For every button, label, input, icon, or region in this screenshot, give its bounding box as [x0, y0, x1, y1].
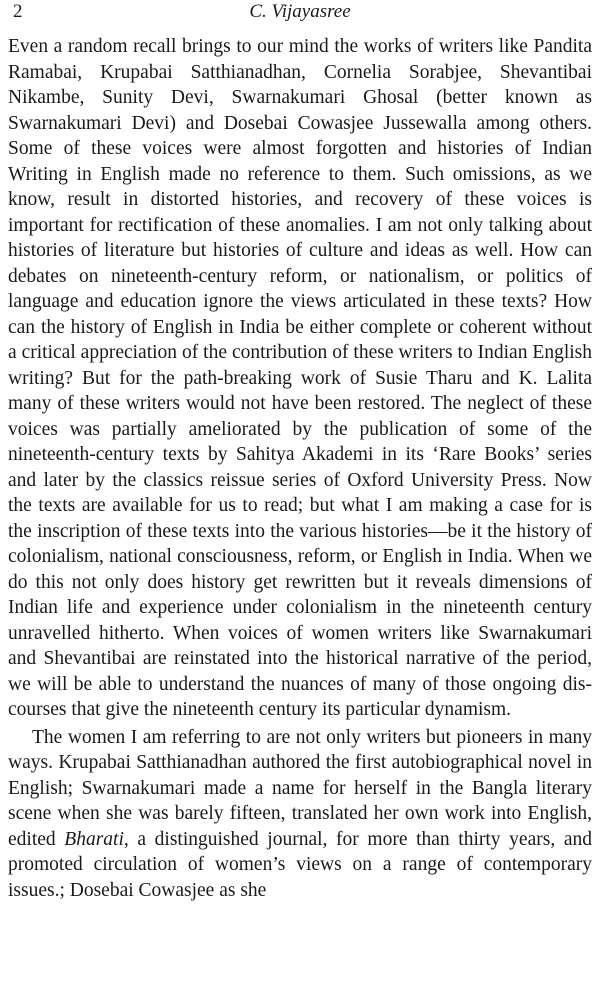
paragraph-1-text: Even a random recall brings to our mind the works of writers like Pandita Ramabai, Krupabai Satthianadhan, Cornelia Sorabjee, Shevantibai Nikambe, Sunity Devi, Swarnakumari Ghosal (better known as Swarnakumari Devi) and Dosebai Cowasjee Jussewalla among others. Some of these voices were almost forgotten and histories of Indian Writing in English made no reference to them. Such omissions, as we know, result in distorted histories, and recovery of these voices is important for rectification of these anomalies. I am not only talking about histories of literature but histories of culture and ideas as well. How can debates on nineteenth-century reform, or nationalism, or politics of language and education ignore the views articulated in these texts? How can the history of English in India be either complete or coherent without a critical appreciation of the contribution of these writers to Indian English writing? But for the path-breaking work of Susie Tharu and K. Lalita many of these writers would not have been restored. The neglect of these voices was partially ameliorated by the publication of some of the nineteenth-century texts by Sahitya Akademi in its ‘Rare Books’ series and later by the classics reissue series of Oxford University Press. Now the texts are available for us to read; but what I am making a case for is the inscription of these texts into the various histories—be it the history of colonialism, national consciousness, reform, or English in India. When we do this not only does history get rewritten but it reveals dimensions of Indian life and experience under colonialism in the nineteenth century unravelled hitherto. When voices of women writers like Swarnakumari and Shevantibai are reinstated into the historical narrative of the period, we will be able to understand the nuances of many of those ongoing discourses that give the nineteenth century its particular dynamism. [8, 36, 592, 720]
page-number: 2 [13, 1, 23, 22]
paragraph-2 [8, 725, 592, 904]
paragraph-1 [8, 34, 592, 723]
body-text [8, 34, 592, 903]
running-head [8, 0, 592, 30]
journal-title-bharati: Bharati [64, 828, 124, 850]
paragraph-2-text-a: The women I am referring to are not only writers but pioneers in many ways. Krupabai Satthianadhan authored the first autobiographical novel in English; Swarnakumari made a name for herself in the Bangla literary scene when she was barely fifteen, translated her own work into English, edited [8, 726, 592, 850]
paragraph-2-text-b: , a distinguished journal, for more than thirty years, and promoted circulation of women’s views on a range of contemporary issues.; Dosebai Cowasjee as she [8, 828, 592, 901]
running-title: C. Vijayasree [249, 1, 351, 22]
